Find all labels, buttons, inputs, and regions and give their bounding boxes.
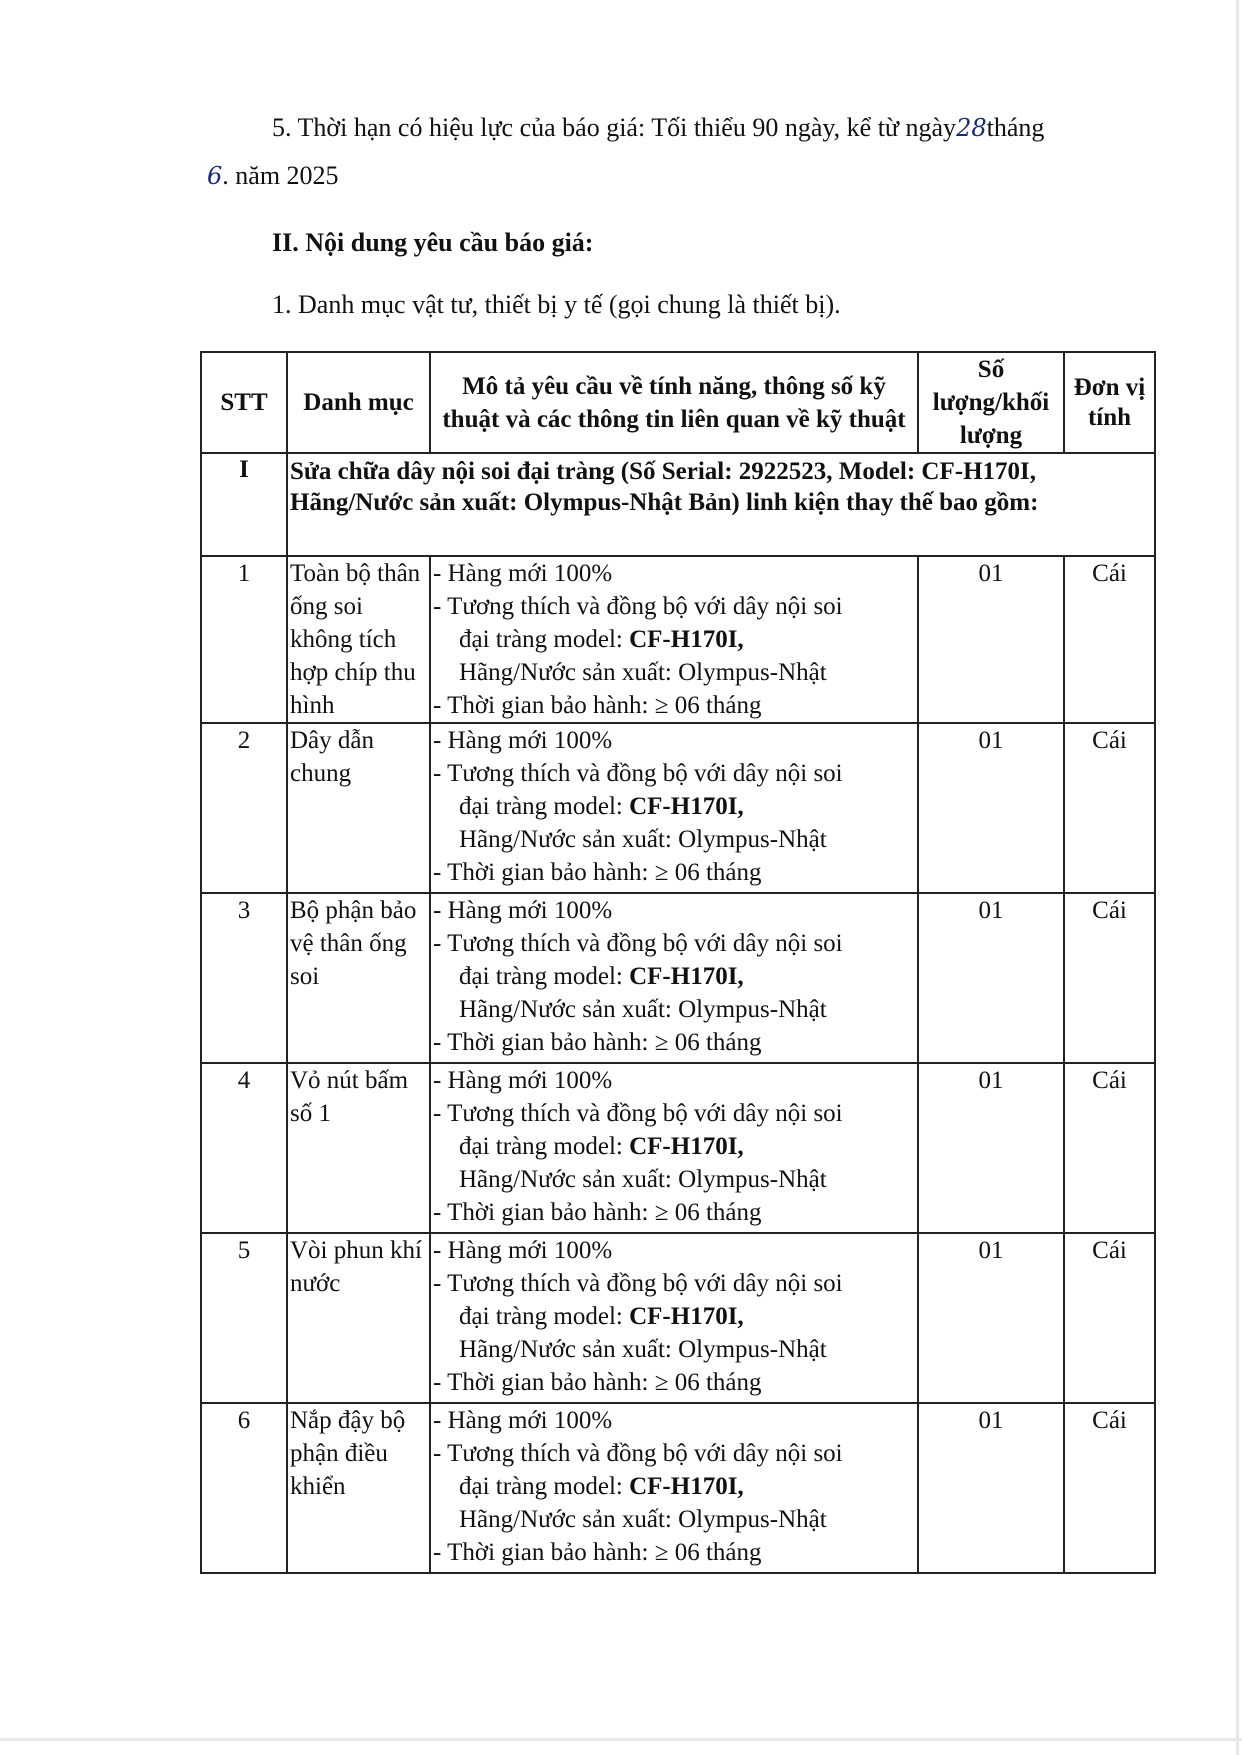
desc-maker: Hãng/Nước sản xuất: Olympus-Nhật (459, 659, 827, 686)
header-category: Danh mục (287, 352, 430, 453)
validity-year: . năm 2025 (222, 161, 339, 190)
row-unit: Cái (1064, 1063, 1155, 1233)
desc-warranty: - Thời gian bảo hành: ≥ 06 tháng (433, 1029, 762, 1056)
table-row (201, 1063, 1155, 1233)
desc-model: CF-H170I, (629, 626, 744, 653)
row-stt: 3 (201, 893, 287, 1063)
desc-warranty: - Thời gian bảo hành: ≥ 06 tháng (433, 692, 762, 719)
desc-model: CF-H170I, (629, 963, 744, 990)
row-unit: Cái (1064, 893, 1155, 1063)
desc-model-line (433, 623, 915, 656)
row-quantity: 01 (918, 1063, 1064, 1233)
table-row (201, 1403, 1155, 1573)
desc-warranty: - Thời gian bảo hành: ≥ 06 tháng (433, 1539, 762, 1566)
row-quantity: 01 (918, 1403, 1064, 1573)
row-quantity: 01 (918, 893, 1064, 1063)
row-quantity: 01 (918, 723, 1064, 893)
desc-warranty: - Thời gian bảo hành: ≥ 06 tháng (433, 1369, 762, 1396)
desc-model-line (433, 1130, 915, 1163)
desc-compat: - Tương thích và đồng bộ với dây nội soi (433, 593, 843, 620)
desc-model: CF-H170I, (629, 1473, 744, 1500)
table-row (201, 556, 1155, 723)
desc-warranty: - Thời gian bảo hành: ≥ 06 tháng (433, 859, 762, 886)
validity-year-line (207, 160, 339, 192)
section-heading: II. Nội dung yêu cầu báo giá: (272, 228, 594, 257)
desc-maker: Hãng/Nước sản xuất: Olympus-Nhật (459, 1506, 827, 1533)
handwritten-day: 28 (956, 114, 987, 142)
desc-model-line (433, 790, 915, 823)
row-stt: 2 (201, 723, 287, 893)
table-header-row (201, 352, 1155, 453)
header-stt: STT (201, 352, 287, 453)
desc-compat: - Tương thích và đồng bộ với dây nội soi (433, 1270, 843, 1297)
row-unit: Cái (1064, 556, 1155, 723)
row-stt: 5 (201, 1233, 287, 1403)
desc-model-prefix: đại tràng model: (459, 793, 630, 820)
table-row (201, 893, 1155, 1063)
table-row (201, 723, 1155, 893)
desc-model-prefix: đại tràng model: (459, 1303, 630, 1330)
row-unit: Cái (1064, 1403, 1155, 1573)
desc-maker: Hãng/Nước sản xuất: Olympus-Nhật (459, 826, 827, 853)
row-description (430, 1403, 918, 1573)
validity-text: 5. Thời hạn có hiệu lực của báo giá: Tối thiểu 90 ngày, kể từ ngày (272, 113, 957, 142)
row-description (430, 1233, 918, 1403)
desc-new: - Hàng mới 100% (433, 897, 613, 924)
row-quantity: 01 (918, 1233, 1064, 1403)
desc-compat: - Tương thích và đồng bộ với dây nội soi (433, 1440, 843, 1467)
desc-model: CF-H170I, (629, 793, 744, 820)
desc-new: - Hàng mới 100% (433, 1237, 613, 1264)
row-name: Bộ phận bảo vệ thân ống soi (287, 893, 430, 1063)
row-description (430, 723, 918, 893)
desc-compat: - Tương thích và đồng bộ với dây nội soi (433, 760, 843, 787)
table-group-row (201, 453, 1155, 556)
validity-month-word: tháng (986, 113, 1045, 142)
desc-model: CF-H170I, (629, 1303, 744, 1330)
desc-model: CF-H170I, (629, 1133, 744, 1160)
row-unit: Cái (1064, 1233, 1155, 1403)
desc-compat: - Tương thích và đồng bộ với dây nội soi (433, 1100, 843, 1127)
row-name: Dây dẫn chung (287, 723, 430, 893)
row-description (430, 556, 918, 723)
row-name: Vòi phun khí nước (287, 1233, 430, 1403)
desc-warranty: - Thời gian bảo hành: ≥ 06 tháng (433, 1199, 762, 1226)
desc-model-line (433, 960, 915, 993)
header-unit: Đơn vị tính (1064, 352, 1155, 453)
desc-model-line (433, 1470, 915, 1503)
desc-compat: - Tương thích và đồng bộ với dây nội soi (433, 930, 843, 957)
row-unit: Cái (1064, 723, 1155, 893)
equipment-table (200, 351, 1156, 1574)
validity-line (272, 112, 1044, 144)
group-text: Sửa chữa dây nội soi đại tràng (Số Serial: 2922523, Model: CF-H170I, Hãng/Nước sản xuất: Olympus-Nhật Bản) linh kiện thay thế bao gồm: (287, 453, 1155, 556)
list-heading: 1. Danh mục vật tư, thiết bị y tế (gọi chung là thiết bị). (272, 290, 841, 319)
desc-new: - Hàng mới 100% (433, 1407, 613, 1434)
row-description (430, 893, 918, 1063)
desc-maker: Hãng/Nước sản xuất: Olympus-Nhật (459, 1166, 827, 1193)
row-stt: 4 (201, 1063, 287, 1233)
row-stt: 6 (201, 1403, 287, 1573)
scan-edge-bottom (0, 1738, 1242, 1741)
row-description (430, 1063, 918, 1233)
row-name: Nắp đậy bộ phận điều khiển (287, 1403, 430, 1573)
desc-new: - Hàng mới 100% (433, 1067, 613, 1094)
desc-new: - Hàng mới 100% (433, 560, 613, 587)
header-quantity: Số lượng/khối lượng (918, 352, 1064, 453)
desc-model-prefix: đại tràng model: (459, 626, 630, 653)
scan-edge-right (1236, 0, 1239, 1755)
desc-model-prefix: đại tràng model: (459, 1133, 630, 1160)
desc-maker: Hãng/Nước sản xuất: Olympus-Nhật (459, 996, 827, 1023)
desc-model-prefix: đại tràng model: (459, 1473, 630, 1500)
header-description: Mô tả yêu cầu về tính năng, thông số kỹ thuật và các thông tin liên quan về kỹ thuật (430, 352, 918, 453)
handwritten-month: 6 (207, 162, 223, 190)
row-name: Toàn bộ thân ống soi không tích hợp chíp thu hình (287, 556, 430, 723)
table-row (201, 1233, 1155, 1403)
desc-maker: Hãng/Nước sản xuất: Olympus-Nhật (459, 1336, 827, 1363)
row-stt: 1 (201, 556, 287, 723)
group-stt: I (201, 453, 287, 556)
desc-model-line (433, 1300, 915, 1333)
row-quantity: 01 (918, 556, 1064, 723)
desc-model-prefix: đại tràng model: (459, 963, 630, 990)
row-name: Vỏ nút bấm số 1 (287, 1063, 430, 1233)
desc-new: - Hàng mới 100% (433, 727, 613, 754)
